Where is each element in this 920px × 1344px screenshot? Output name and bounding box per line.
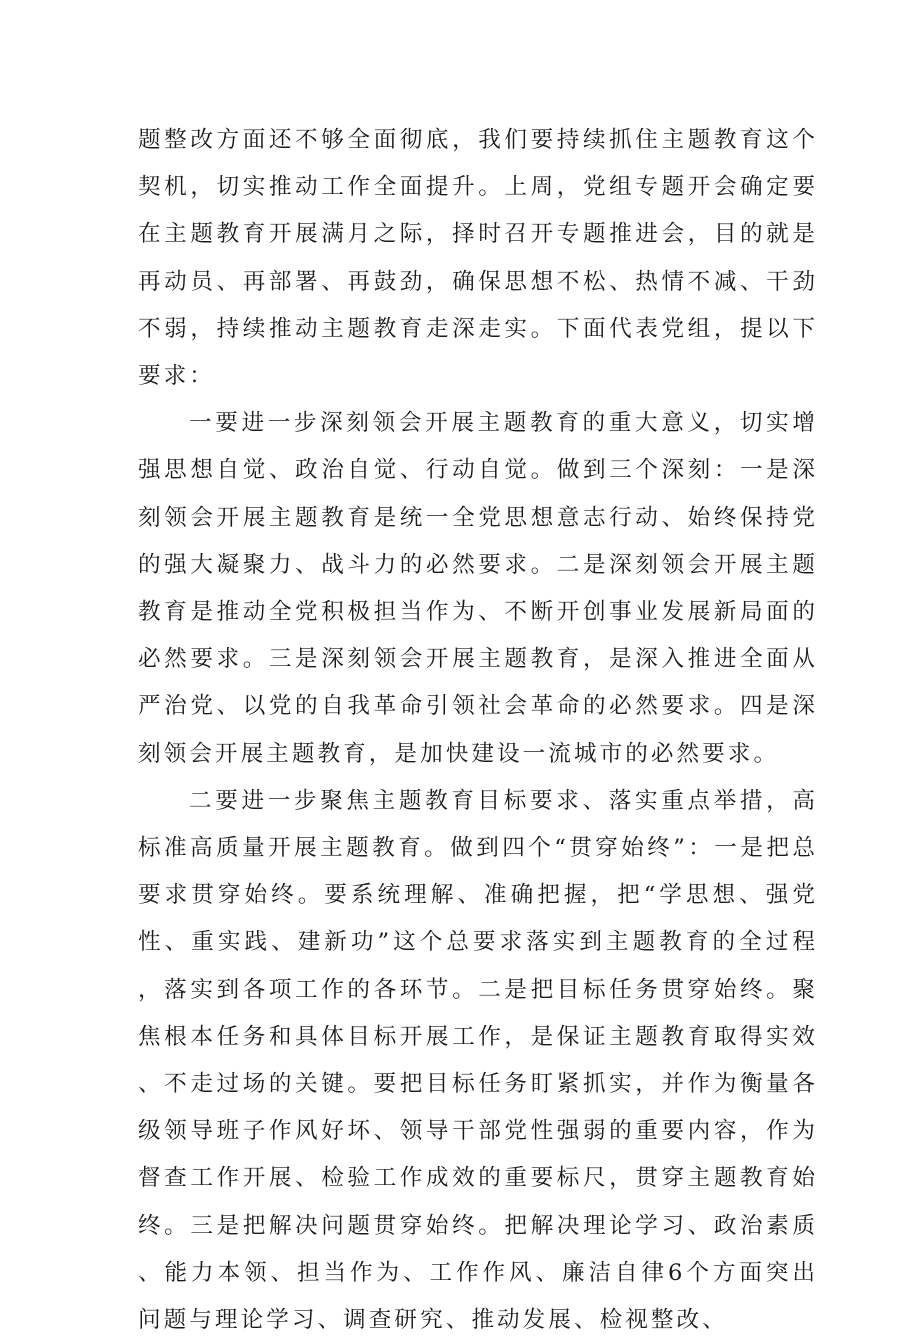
paragraph-first-requirement: 一要进一步深刻领会开展主题教育的重大意义，切实增强思想自觉、政治自觉、行动自觉。做到三个深刻：一是深刻领会开展主题教育是统一全党思想意志行动、始终保持党的强大凝聚力、战斗力的必然要求。二是深刻领会开展主题教育是推动全党积极担当作为、不断开创事业发展新局面的必然要求。三是深刻领会开展主题教育，是深入推进全面从严治党、以党的自我革命引领社会革命的必然要求。四是深刻领会开展主题教育，是加快建设一流城市的必然要求。 (138, 410, 818, 767)
paragraph-continued-intro: 题整改方面还不够全面彻底，我们要持续抓住主题教育这个契机，切实推动工作全面提升。上周，党组专题开会确定要在主题教育开展满月之际，择时召开专题推进会，目的就是再动员、再部署、再鼓劲，确保思想不松、热情不减、干劲不弱，持续推动主题教育走深走实。下面代表党组，提以下要求： (138, 127, 818, 390)
paragraph-second-requirement: 二要进一步聚焦主题教育目标要求、落实重点举措，高标准高质量开展主题教育。做到四个“贯穿始终”：一是把总要求贯穿始终。要系统理解、准确把握，把“学思想、强党性、重实践、建新功”这个总要求落实到主题教育的全过程，落实到各项工作的各环节。二是把目标任务贯穿始终。聚焦根本任务和具体目标开展工作，是保证主题教育取得实效、不走过场的关键。要把目标任务盯紧抓实，并作为衡量各级领导班子作风好坏、领导干部党性强弱的重要内容，作为督查工作开展、检验工作成效的重要标尺，贯穿主题教育始终。三是把解决问题贯穿始终。把解决理论学习、政治素质、能力本领、担当作为、工作作风、廉洁自律6个方面突出问题与理论学习、调查研究、推动发展、检视整改、 (138, 787, 818, 1334)
document-body (138, 117, 818, 1344)
